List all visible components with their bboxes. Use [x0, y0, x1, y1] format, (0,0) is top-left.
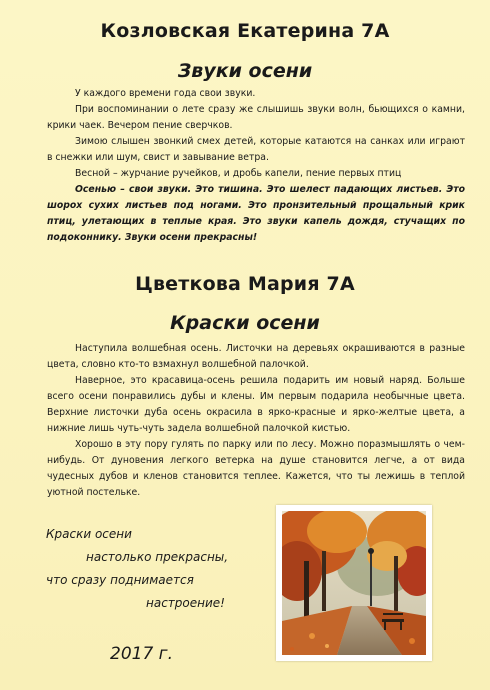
autumn-park-picture: [276, 505, 432, 661]
autumn-park-image: [282, 511, 426, 655]
heading-colors-of-autumn: Краски осени: [170, 312, 320, 334]
year-label: 2017 г.: [110, 644, 174, 664]
poem-line: настолько прекрасны,: [86, 550, 229, 564]
poem-line: Краски осени: [46, 527, 132, 541]
paragraph: При воспоминании о лете сразу же слышишь звуки волн, бьющихся о камни, крики чаек. Вечером пение сверчков.: [47, 104, 465, 131]
paragraph: Зимою слышен звонкий смех детей, которые катаются на санках или играют в снежки или шум, свист и завывание ветра.: [47, 136, 465, 163]
poem-line: что сразу поднимается: [46, 573, 194, 587]
paragraph: Наступила волшебная осень. Листочки на деревьях окрашиваются в разные цвета, словно кто-то взмахнул волшебной палочкой.: [47, 343, 465, 370]
paragraph: Наверное, это красавица-осень решила подарить им новый наряд. Больше всего осени понравились дубы и клены. Им первым подарила необычные цвета. Верхние листочки дуба осень окрасила в ярко-красные и ярко-желтые цвета, а нижние лишь чуть-чуть задела волшебной палочкой кистью.: [47, 375, 465, 434]
author-title-1: Козловская Екатерина 7А: [100, 20, 390, 42]
author-title-2: Цветкова Мария 7А: [135, 273, 355, 295]
paragraph: Весной – журчание ручейков, и дробь капели, пение первых птиц: [75, 168, 402, 179]
closing-paragraph: Осенью – свои звуки. Это тишина. Это шелест падающих листьев. Это шорох сухих листьев под ногами. Это пронзительный прощальный крик птиц, улетающих в теплые края. Это звуки капель дождя, стучащих по подоконнику. Звуки осени прекрасны!: [47, 184, 465, 243]
heading-sounds-of-autumn: Звуки осени: [177, 60, 313, 82]
poem-line: настроение!: [146, 596, 225, 610]
poem: [46, 523, 256, 615]
essay-colors: [47, 341, 465, 501]
paragraph: Хорошо в эту пору гулять по парку или по лесу. Можно поразмышлять о чем-нибудь. От дуновения легкого ветерка на душе становится легче, а от вида чудесных дубов и кленов становится теплее. Кажется, что ты лежишь в теплой уютной постельке.: [47, 439, 465, 498]
essay-sounds: [47, 86, 465, 246]
paragraph: У каждого времени года свои звуки.: [75, 88, 256, 99]
